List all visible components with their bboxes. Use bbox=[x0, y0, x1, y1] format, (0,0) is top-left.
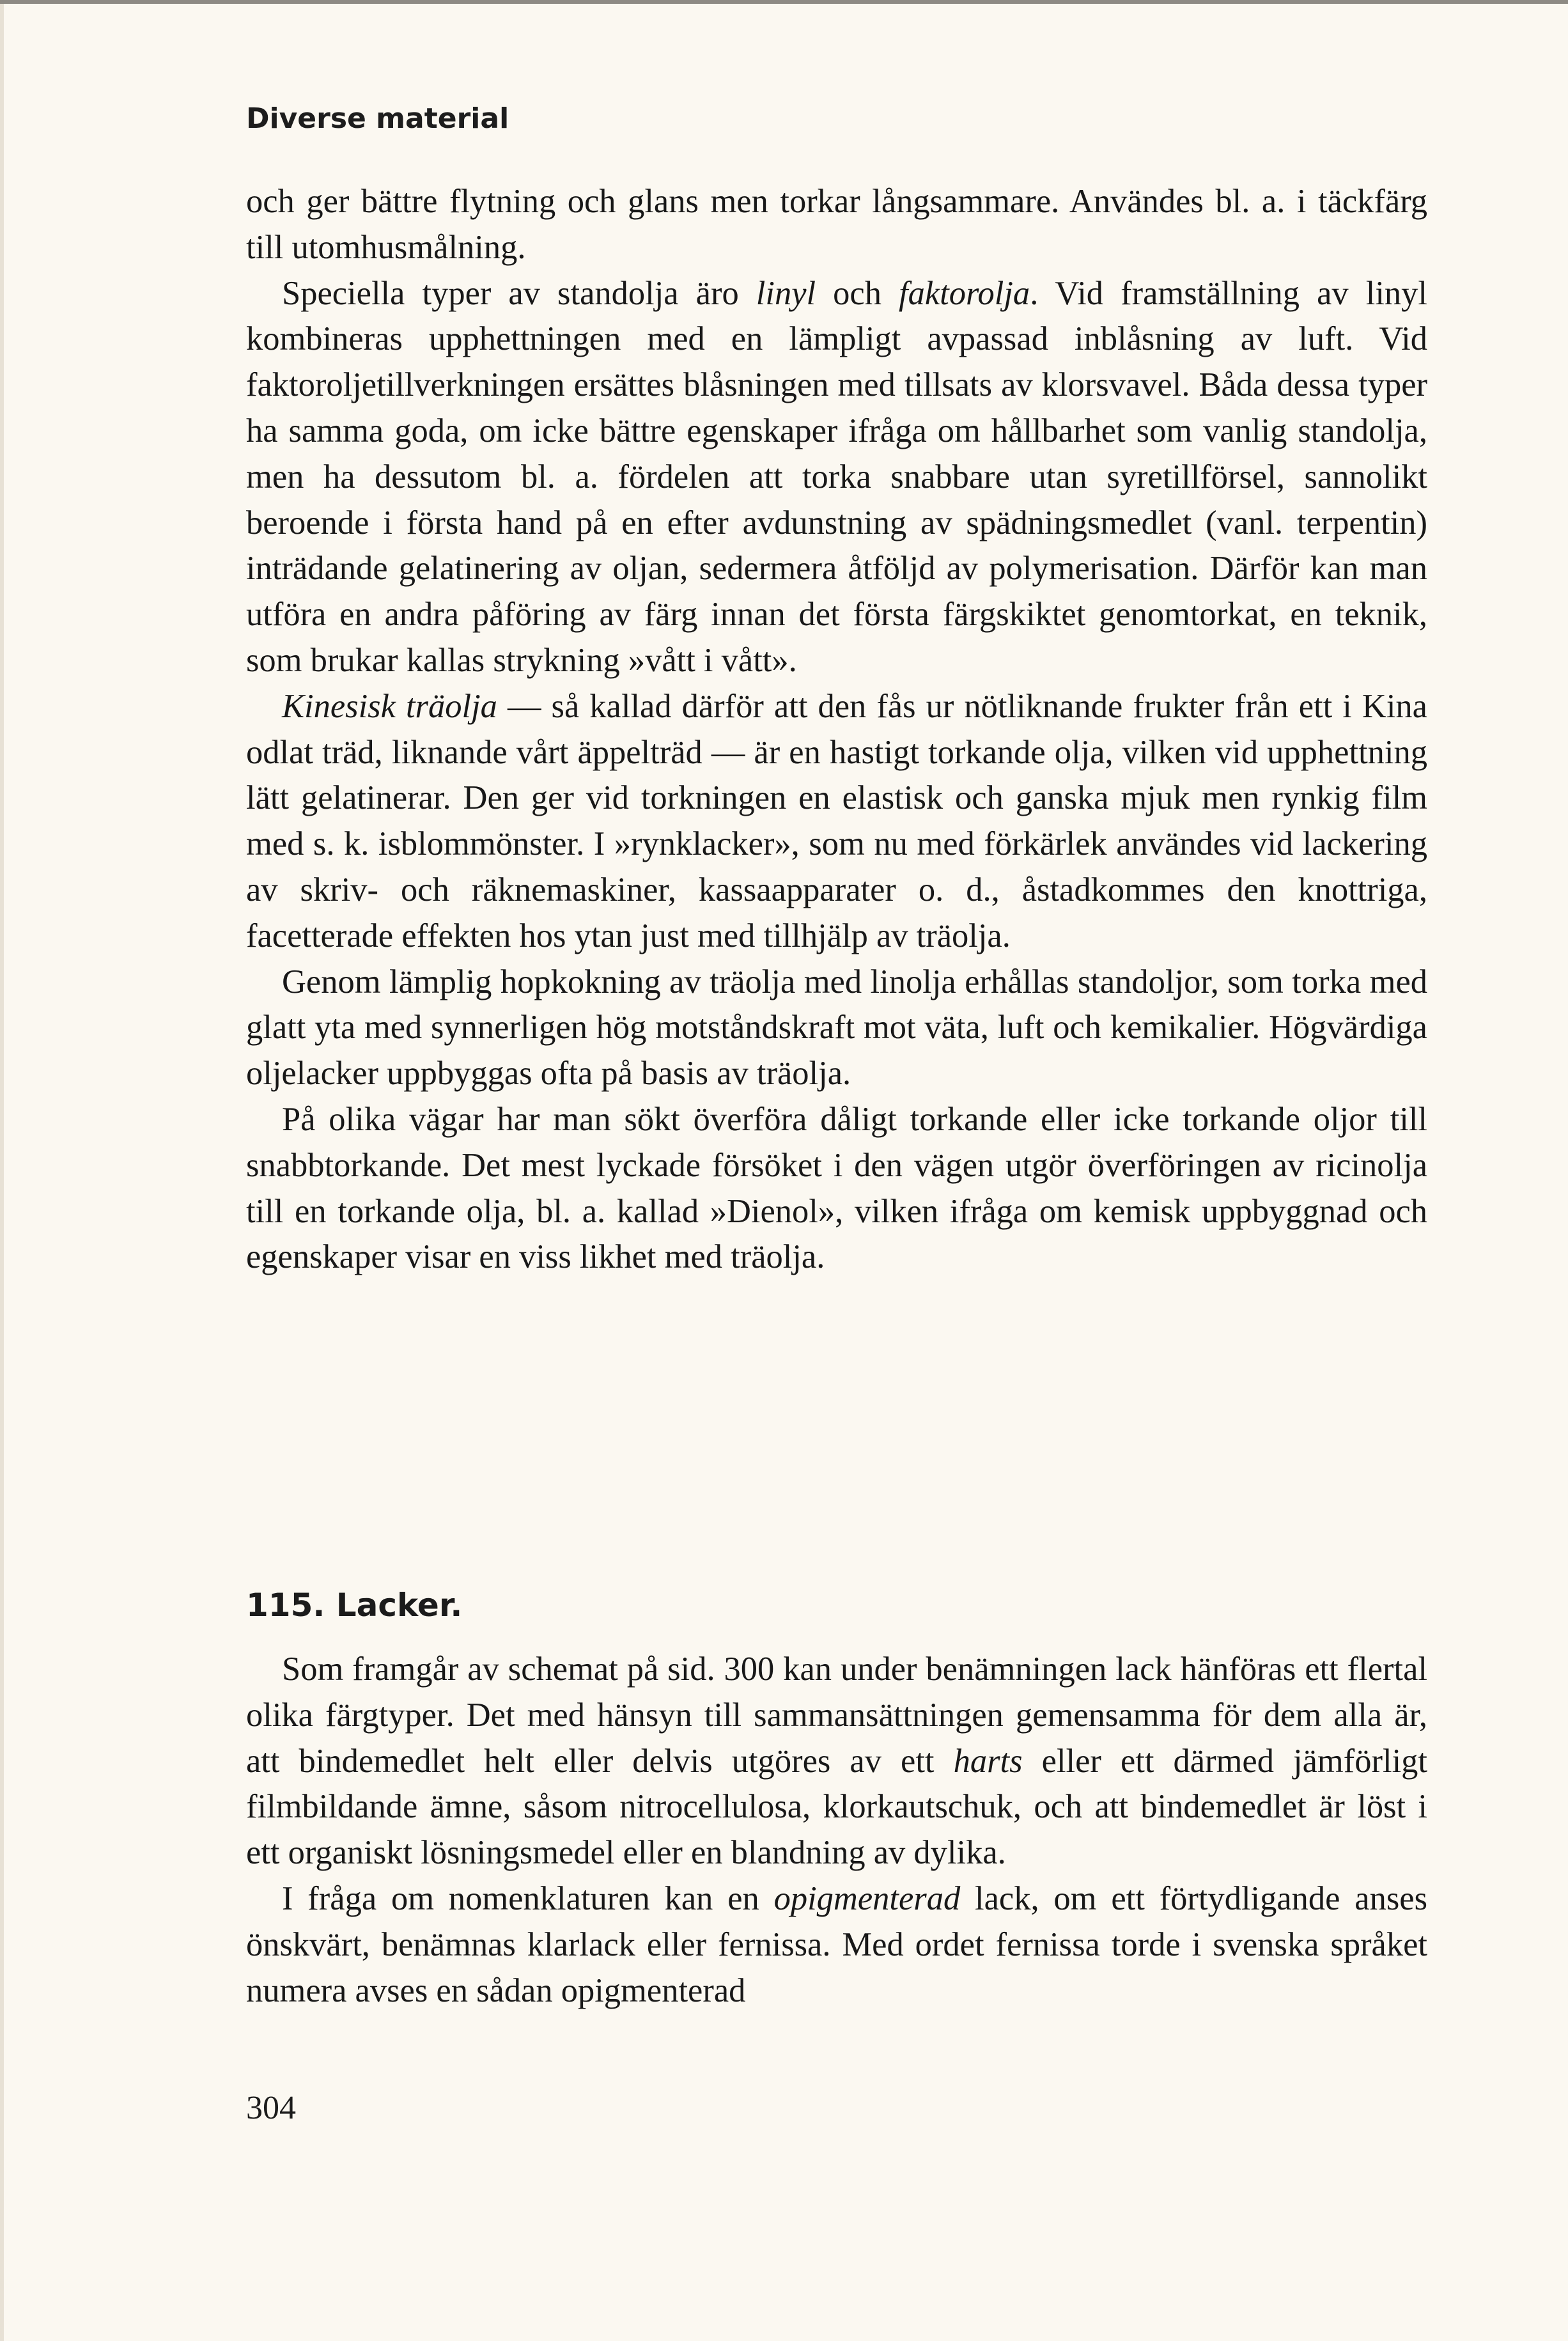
term-opigmenterad: opigmenterad bbox=[773, 1879, 961, 1917]
body-text bbox=[246, 179, 1427, 1280]
term-kinesisk-traolja: Kinesisk träolja bbox=[282, 687, 497, 725]
paragraph-text: I fråga om nomenklaturen kan en bbox=[282, 1879, 774, 1917]
paragraph-nomenklatur bbox=[246, 1876, 1427, 2014]
paragraph-text: eller ett därmed jämförligt filmbildande ämne, såsom nitrocellulosa, klorkautschuk, och att bindemedlet är löst i ett organiskt lösningsmedel eller en blandning av dylika. bbox=[246, 1742, 1427, 1872]
paragraph-text: Speciella typer av standolja äro bbox=[282, 274, 756, 312]
paragraph-dienol bbox=[246, 1097, 1427, 1280]
paragraph-text: och ger bättre flytning och glans men torkar långsammare. Användes bl. a. i täckfärg till utomhusmålning. bbox=[246, 183, 1427, 266]
page-number: 304 bbox=[246, 2090, 296, 2126]
paragraph-lack-schema bbox=[246, 1647, 1427, 1876]
running-head: Diverse material bbox=[246, 102, 509, 135]
paragraph-hopkokning bbox=[246, 960, 1427, 1097]
page-top-edge bbox=[0, 0, 1568, 4]
paragraph-traolja bbox=[246, 684, 1427, 960]
paragraph-text: . Vid framställning av linyl kombineras upphettningen med en lämpligt avpassad inblåsning av luft. Vid faktoroljetillverkningen ersättes blåsningen med tillsats av klorsvavel. Båda dessa typer ha samma goda, om icke bättre egenskaper ifråga om hållbarhet som vanlig standolja, men ha dessutom bl. a. fördelen att torka snabbare utan syretillförsel, sannolikt beroende i första hand på en efter avdunstning av spädningsmedlet (vanl. terpentin) inträdande gelatinering av oljan, sedermera åtföljd av polymerisation. Därför kan man utföra en andra påföring av färg innan det första färgskiktet genomtorkat, en teknik, som brukar kallas strykning »vått i vått». bbox=[246, 274, 1427, 679]
paragraph-text: Som framgår av schemat på sid. 300 kan under benämningen lack hänföras ett flertal olika färgtyper. Det med hänsyn till sammansättningen gemensamma för dem alla är, att bindemedlet helt eller delvis utgöres av ett bbox=[246, 1651, 1427, 1780]
paragraph-text: Genom lämplig hopkokning av träolja med linolja erhållas standoljor, som torka med glatt yta med synnerligen hög motståndskraft mot väta, luft och kemikalier. Högvärdiga oljelacker uppbyggas ofta på basis av träolja. bbox=[246, 963, 1427, 1093]
term-faktorolja: faktorolja bbox=[899, 274, 1030, 312]
section-body bbox=[246, 1647, 1427, 2014]
paragraph-text: — så kallad därför att den fås ur nötliknande frukter från ett i Kina odlat träd, liknande vårt äppelträd — är en hastigt torkande olja, vilken vid upphettning lätt gelatinerar. Den ger vid torkningen en elastisk och ganska mjuk men rynkig film med s. k. isblommönster. I »rynklacker», som nu med förkärlek användes vid lackering av skriv- och räknemaskiner, kassaapparater o. d., åstadkommes den knottriga, facetterade effekten hos ytan just med tillhjälp av träolja. bbox=[246, 687, 1427, 954]
term-harts: harts bbox=[953, 1742, 1023, 1780]
section-heading: 115. Lacker. bbox=[246, 1587, 463, 1624]
paragraph-text: På olika vägar har man sökt överföra dåligt torkande eller icke torkande oljor till snabbtorkande. Det mest lyckade försöket i den vägen utgör överföringen av ricinolja till en torkande olja, bl. a. kallad »Dienol», vilken ifråga om kemisk uppbyggnad och egenskaper visar en viss likhet med träolja. bbox=[246, 1100, 1427, 1276]
paragraph-text: och bbox=[816, 274, 899, 312]
term-linyl: linyl bbox=[756, 274, 816, 312]
paragraph-text: lack, om ett förtydligande anses önskvärt, benämnas klarlack eller fernissa. Med ordet fernissa torde i svenska språket numera avses en sådan opigmenterad bbox=[246, 1879, 1428, 2009]
paragraph-standolja-types bbox=[246, 271, 1427, 684]
paragraph-continuation bbox=[246, 179, 1427, 271]
